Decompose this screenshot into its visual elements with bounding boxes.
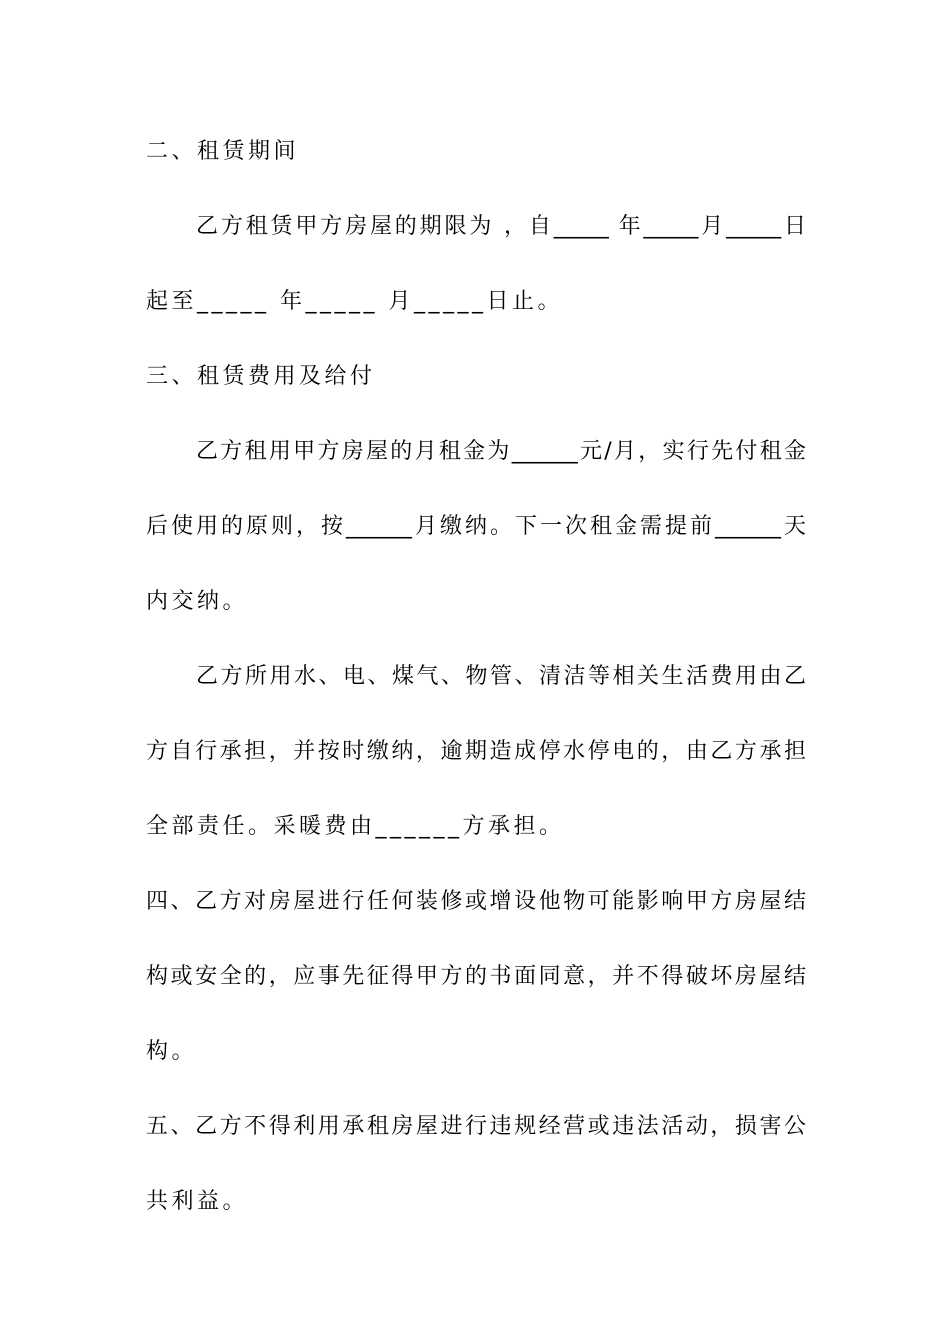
paragraph-line: 起至_____ 年_____ 月_____日止。 — [146, 289, 563, 314]
paragraph-line: 乙方租用甲方房屋的月租金为______元/月，实行先付租金 — [196, 439, 806, 464]
section-heading-lease-period: 二、租赁期间 — [146, 139, 300, 164]
section-heading-rent-payment: 三、租赁费用及给付 — [146, 364, 376, 389]
paragraph-line: 全部责任。采暖费由______方承担。 — [146, 814, 565, 839]
paragraph-line: 后使用的原则，按______月缴纳。下一次租金需提前______天 — [146, 514, 806, 539]
clause-four-line: 构或安全的，应事先征得甲方的书面同意，并不得破坏房屋结 — [146, 964, 806, 989]
clause-four-line: 四、乙方对房屋进行任何装修或增设他物可能影响甲方房屋结 — [146, 889, 806, 914]
paragraph-line: 内交纳。 — [146, 589, 249, 614]
paragraph-line: 乙方租赁甲方房屋的期限为 ，自_____ 年_____月_____日 — [196, 214, 806, 239]
paragraph-line: 方自行承担，并按时缴纳，逾期造成停水停电的，由乙方承担 — [146, 739, 806, 764]
clause-five-line: 五、乙方不得利用承租房屋进行违规经营或违法活动，损害公 — [146, 1114, 806, 1139]
clause-four-line: 构。 — [146, 1039, 198, 1064]
clause-five-line: 共利益。 — [146, 1189, 249, 1214]
paragraph-line: 乙方所用水、电、煤气、物管、清洁等相关生活费用由乙 — [196, 664, 806, 689]
